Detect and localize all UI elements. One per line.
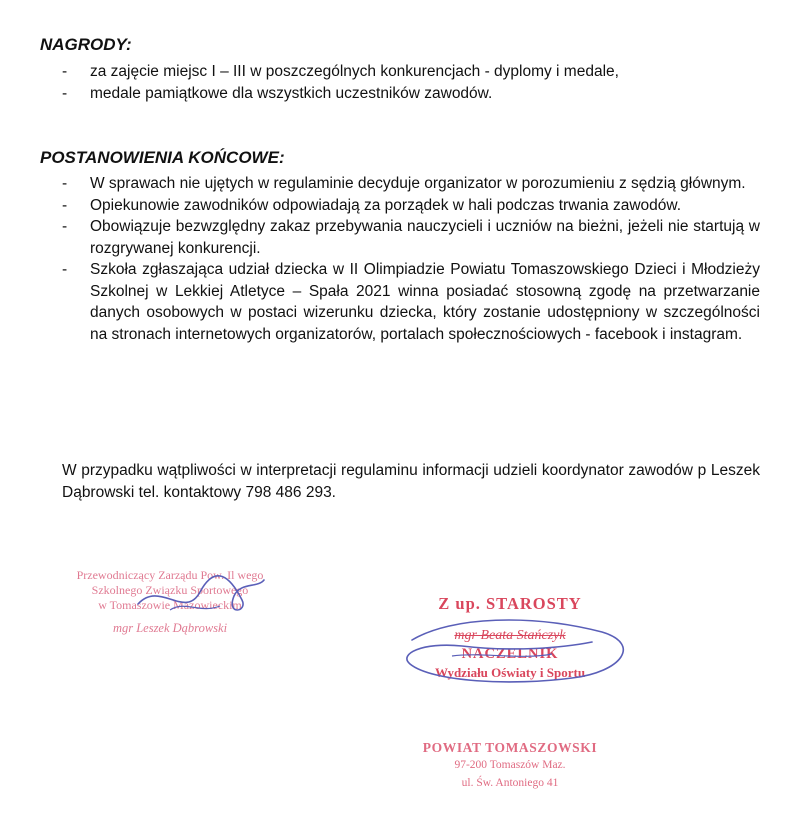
stamp-address-line: 97-200 Tomaszów Maz. [454,759,566,771]
list-item [62,195,760,217]
list-item [62,83,760,105]
bullet-dash: - [62,63,68,80]
stamp-address-line: ul. Św. Antoniego 41 [461,777,559,789]
stamp-role: NACZELNIK [461,646,559,662]
chairman-signature [130,570,270,630]
final-provisions-list [62,173,760,345]
bullet-dash: - [62,218,68,235]
list-item-text: medale pamiątkowe dla wszystkich uczestników zawodów. [90,84,493,102]
list-item-text: Obowiązuje bezwzględny zakaz przebywania nauczycieli i uczniów na bieżni, jeżeli nie startują w rozgrywanej konkurencji. [90,218,760,257]
bullet-dash: - [62,84,68,102]
list-item-text: za zajęcie miejsc I – III w poszczególnych konkurencjach - dyplomy i medale, [90,63,619,80]
stamp-name: mgr Leszek Dąbrowski [112,621,228,635]
stamp-dept: Wydziału Oświaty i Sportu [434,665,586,680]
stamp-line: w Tomaszowie Mazowieckim [98,598,242,612]
stamp-name: mgr Beata Stańczyk [454,628,566,643]
list-item [62,61,760,83]
stamp-org: POWIAT TOMASZOWSKI [422,740,598,755]
list-item [62,259,760,345]
contact-note: W przypadku wątpliwości w interpretacji regulaminu informacji udzieli koordynator zawodów p Leszek Dąbrowski tel. kontaktowy 798 486 293. [62,462,760,501]
list-item-text: W sprawach nie ujętych w regulaminie decyduje organizator w porozumieniu z sędzią głównym. [90,175,746,192]
starosta-signature [392,612,652,697]
list-item-text: Szkoła zgłaszająca udział dziecka w II Olimpiadzie Powiatu Tomaszowskiego Dzieci i Młodzieży Szkolnej w Lekkiej Atletyce – Spała 2021 winna posiadać stosowną zgodę na przetwarzanie danych osobowych w postaci wizerunku dziecka, który zostanie udostępniony w szczególności na stronach internetowych organizatorów, portalach społecznościowych - facebook i instagram. [90,261,760,343]
bullet-dash: - [62,175,68,192]
stamp-title: Z up. STAROSTY [438,594,582,613]
awards-heading: NAGRODY: [40,35,132,54]
bullet-dash: - [62,261,68,278]
list-item-text: Opiekunowie zawodników odpowiadają za porządek w hali podczas trwania zawodów. [90,196,682,214]
bullet-dash: - [62,196,68,214]
final-provisions-heading: POSTANOWIENIA KOŃCOWE: [40,148,285,167]
stamp-line: Szkolnego Związku Sportowego [91,583,249,597]
list-item [62,173,760,195]
awards-list [62,61,760,104]
county-stamp [400,740,620,792]
stamp-line: Przewodniczący Zarządu Pow. Il wego [76,568,264,582]
list-item [62,216,760,259]
